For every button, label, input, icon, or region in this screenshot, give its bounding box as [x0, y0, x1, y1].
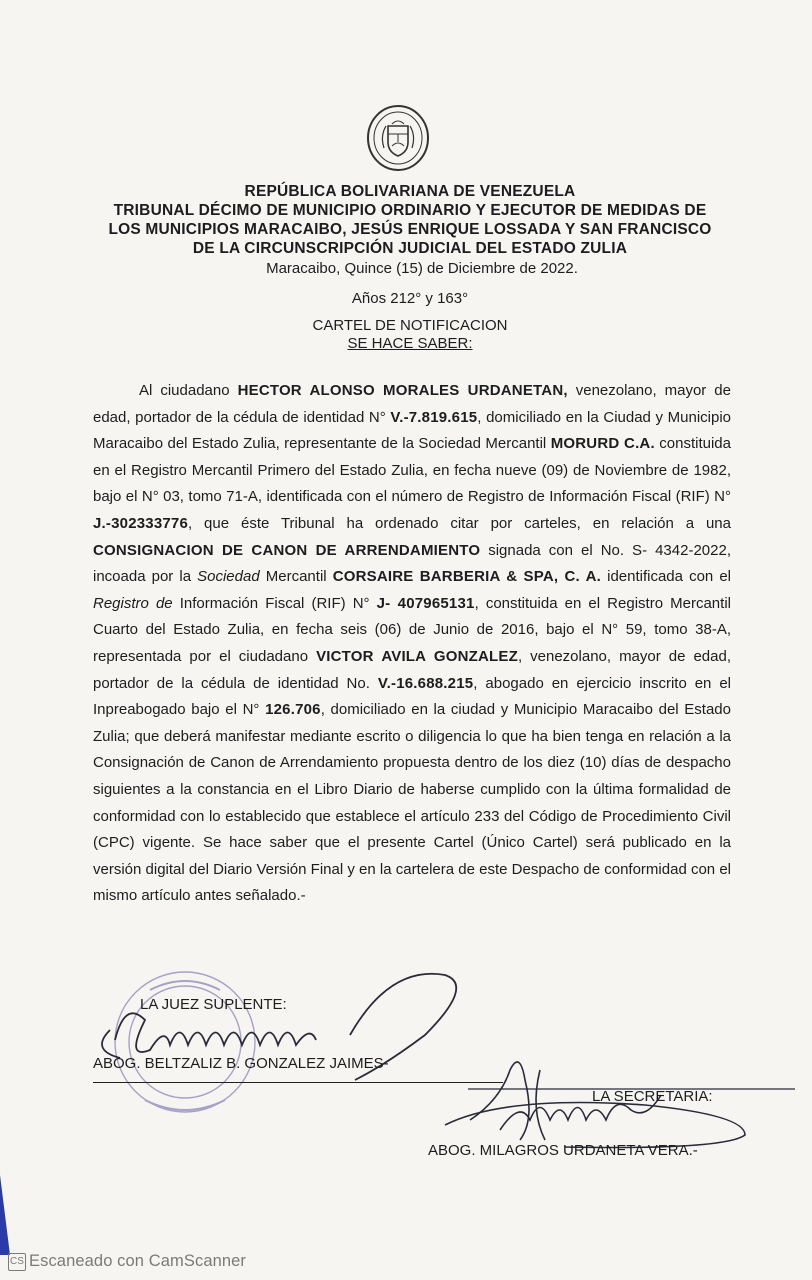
body-text: , domiciliado en la ciudad y Municipio Maracaibo del Estado Zulia; que deberá manifestar mediante escrito o diligencia lo que ha bien tenga en relación a la Consignación de Canon de Arrendamiento propuesta dentro de los diez (10) días de despacho siguientes a la constancia en el Libro Diario de haberse cumplido con la última formalidad de conformidad con lo establecido que establece el artículo 233 del Código de Procedimiento Civil (CPC) vigente. Se hace saber que el presente Cartel (Único Cartel) será publicado en la versión digital del Diario Versión Final y en la cartelera de este Despacho de conformidad con el mismo artículo antes señalado.- [93, 701, 731, 905]
body-bold-company-2: CORSAIRE BARBERIA & SPA, C. A. [332, 568, 602, 586]
body-bold-inpreabogado: 126.706 [265, 701, 321, 719]
header-tribunal-line: TRIBUNAL DÉCIMO DE MUNICIPIO ORDINARIO Y EJECUTOR DE MEDIDAS DE [113, 202, 707, 219]
hace-saber-text: SE HACE SABER: [347, 335, 473, 352]
notification-body [93, 378, 731, 910]
body-bold-cedula-2: V.-16.688.215 [377, 674, 474, 692]
juez-name: ABOG. BELTZALIZ B. GONZALEZ JAIMES- [93, 1055, 389, 1072]
body-text: Al ciudadano [139, 382, 238, 399]
document-years: Años 212° y 163° [351, 290, 469, 307]
body-text: identificada con el [601, 568, 732, 586]
body-italic: Sociedad [197, 568, 260, 586]
body-bold-rif-2: J- 407965131 [376, 594, 475, 612]
court-stamp [115, 972, 255, 1112]
secretaria-name: ABOG. MILAGROS URDANETA VERA.- [428, 1142, 698, 1159]
body-text: , venezolano, mayor de edad, portador de la cédula de identidad No. [93, 647, 731, 692]
document-title: CARTEL DE NOTIFICACION [312, 317, 508, 334]
camscanner-icon: CS [8, 1253, 26, 1271]
scanner-footer-text: Escaneado con CamScanner [29, 1252, 247, 1270]
juez-label: LA JUEZ SUPLENTE: [140, 996, 287, 1013]
header-municipios-line: LOS MUNICIPIOS MARACAIBO, JESÚS ENRIQUE LOSSADA Y SAN FRANCISCO [108, 221, 712, 238]
body-text: constituida en el Registro Mercantil Primero del Estado Zulia, en fecha nueve (09) de Noviembre de 1982, bajo el N° 03, tomo 71-A, identificada con el número de Registro de Información Fiscal (RIF) N° [93, 435, 731, 506]
body-bold-cedula: V.-7.819.615 [390, 408, 478, 426]
coat-of-arms-seal [366, 104, 430, 172]
body-text: , domiciliado en la Ciudad y Municipio Maracaibo del Estado Zulia, representante de la Sociedad Mercantil [93, 408, 732, 453]
body-text: venezolano, mayor de edad, portador de la cédula de identidad N° [93, 382, 731, 426]
body-text: , abogado en ejercicio inscrito en el Inpreabogado bajo el N° [93, 674, 731, 719]
body-bold-representative: VICTOR AVILA GONZALEZ [316, 647, 518, 665]
header-circunscripcion-line: DE LA CIRCUNSCRIPCIÓN JUDICIAL DEL ESTADO ZULIA [192, 240, 628, 257]
body-text: , constituida en el Registro Mercantil Cuarto del Estado Zulia, en fecha seis (06) de Junio de 2016, bajo el N° 59, tomo 38-A, representada por el ciudadano [93, 594, 731, 665]
body-bold-consignacion: CONSIGNACION DE CANON DE ARRENDAMIENTO [93, 541, 481, 559]
body-text: , que éste Tribunal ha ordenado citar por carteles, en relación a una [188, 514, 731, 532]
document-date: Maracaibo, Quince (15) de Diciembre de 2022. [266, 260, 578, 277]
body-bold-company: MORURD C.A. [550, 435, 655, 453]
body-bold-name: HECTOR ALONSO MORALES URDANETAN, [237, 382, 568, 399]
body-text: Información Fiscal (RIF) N° [172, 594, 377, 612]
body-bold-rif: J.-302333776 [93, 514, 188, 532]
scanner-footer [8, 1252, 246, 1271]
scan-corner-shadow [0, 1175, 24, 1255]
body-text: signada con el No. S- 4342-2022, incoada por la [93, 541, 731, 586]
secretaria-label: LA SECRETARIA: [592, 1088, 713, 1105]
body-text: Mercantil [259, 568, 333, 586]
header-republic: REPÚBLICA BOLIVARIANA DE VENEZUELA [244, 183, 576, 200]
juez-signature-line [93, 1082, 503, 1083]
document-subtitle [60, 335, 760, 353]
body-italic: Registro de [93, 594, 173, 612]
